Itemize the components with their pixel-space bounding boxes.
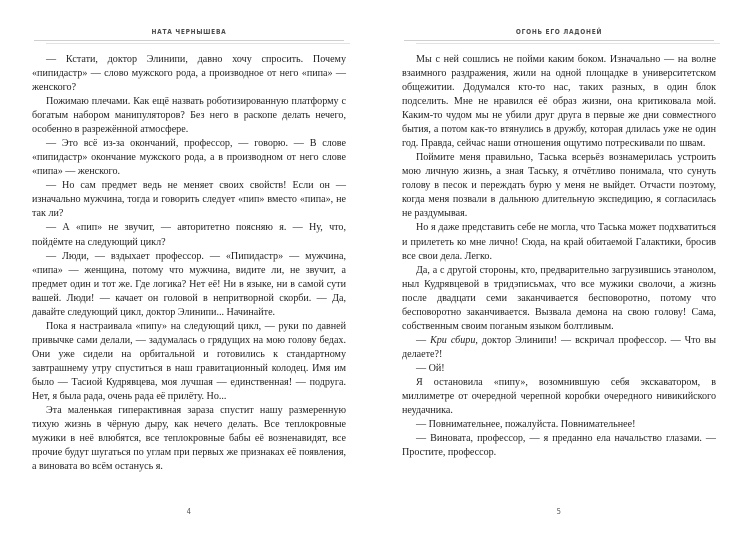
right-page-body (402, 53, 716, 507)
running-head-author: НАТА ЧЕРНЫШЕВА (151, 27, 227, 36)
paragraph: — Повнимательнее, пожалуйста. Повнимательнее! (416, 419, 636, 431)
paragraph-with-italic (402, 334, 716, 362)
paragraph: Эта маленькая гиперактивная зараза спустит нашу размеренную тихую жизнь в чёрную дыру, как нечего делать. Все теплокровные мужики в неё влюбятся, все теплокровные бабы её возненавидят, все прочие будут шугаться по углам при первых же признаках её появления, а виновата во всём останусь я. (32, 405, 346, 473)
dialog-remainder: , доктор Элинипи! — вскричал профессор. — Что вы делаете?! (402, 334, 717, 360)
paragraph: — А «пип» не звучит, — авторитетно поясняю я. — Ну, что, пойдёмте на следующий цикл? (32, 222, 346, 248)
paragraph: — Кстати, доктор Элинипи, давно хочу спросить. Почему «пипидастр» — слово мужского рода, а производное от него «пипа» — женского? (32, 53, 346, 94)
paragraph: Но я даже представить себе не могла, что Таська может подхватиться и прилететь ко мне лично! Сюда, на край обитаемой Галактики, бросив все свои дела. Легко. (402, 222, 716, 262)
running-head-title: ОГОНЬ ЕГО ЛАДОНЕЙ (515, 27, 603, 36)
italic-phrase: Кри сбири (430, 334, 476, 346)
paragraph: — Это всё из-за окончаний, профессор, — говорю. — В слове «пипидастр» окончание мужского рода, а в производном от него слове «пипа» — женского. (32, 138, 346, 178)
paragraph: Пожимаю плечами. Как ещё назвать роботизированную платформу с богатым набором манипуляторов? Без него в раскопе делать нечего, особенно в разрежённой атмосфере. (32, 96, 346, 136)
paragraph: — Люди, — вздыхает профессор. — «Пипидастр» — мужчина, «пипа» — женщина, потому что мужчина, видите ли, не звучит, а предмет один и тот же. Где логика? Нет её! Ни в языке, ни в самой сути вашей. Люди! — качает он головой в непритворной скорби. — Да, давайте следующий цикл, доктор Элинипи... Начинайте. (32, 250, 346, 318)
paragraph: — Но сам предмет ведь не меняет своих свойств! Если он — изначально мужчина, тогда и говорить следует «пип» вместо «пипа», не так ли? (32, 180, 346, 220)
page-number-right: 5 (556, 507, 562, 516)
header-rule-right (404, 40, 714, 41)
dialog-dash: — (416, 334, 431, 346)
paragraph: — Ой! (416, 362, 445, 374)
paragraph: — Виновата, профессор, — я преданно ела начальство глазами. — Простите, профессор. (402, 433, 716, 459)
paragraph: Да, а с другой стороны, кто, предварительно загрузившись этанолом, ныл Кудрявцевой в тридэписьмах, что все мужики сволочи, а жизнь после двадцати семи заканчивается бесповоротно, потому что бесповоротно заканчивается. Вызвала демона на свою голову! Сама, собственным своим поганым языком болтливым. (402, 264, 716, 332)
right-page (374, 0, 748, 540)
page-number-left: 4 (186, 507, 192, 516)
paragraph: Мы с ней сошлись не пойми каким боком. Изначально — на волне взаимного раздражения, жили на одной площадке в университетском общежитии. Додумался кто-то нас, таких разных, в один блок подселить. Мне не нравился её образ жизни, она критиковала мой. Каким-то чудом мы не убили друг друга в первые же дни совместного бытия, а потом как-то втянулись в дружбу, которая длилась уже не один год. Правда, сейчас наши отношения ощутимо потрескивали по швам. (402, 53, 716, 150)
paragraph: Пока я настраивала «пипу» на следующий цикл, — руки по давней привычке сами делали, — задумалась о грядущих на мою голову бедах. Они уже сидели на орбитальной и готовились к стандартному завтрашнему утру спуститься в наш гравитационный колодец. Имя им было — Тасиой Кудрявцева, моя лучшая — единственная! — подруга. Нет, я была рада, очень рада её прилёту. Но... (32, 320, 346, 403)
header-rule-left (34, 40, 344, 41)
paragraph: Я остановила «пипу», возомнившую себя экскаватором, в миллиметре от очередной черепной коробки очередного нивикийского неудачника. (402, 377, 716, 417)
left-page-body (32, 53, 346, 507)
paragraph: Поймите меня правильно, Таська всерьёз вознамерилась устроить мою личную жизнь, а зная Таську, я отчётливо понимала, что сунуть голову в песок и переждать бурю у меня не выйдет. Отчасти поэтому, когда меня позвали в дальнюю длительную экспедицию, я согласилась не раздумывая. (402, 152, 716, 220)
